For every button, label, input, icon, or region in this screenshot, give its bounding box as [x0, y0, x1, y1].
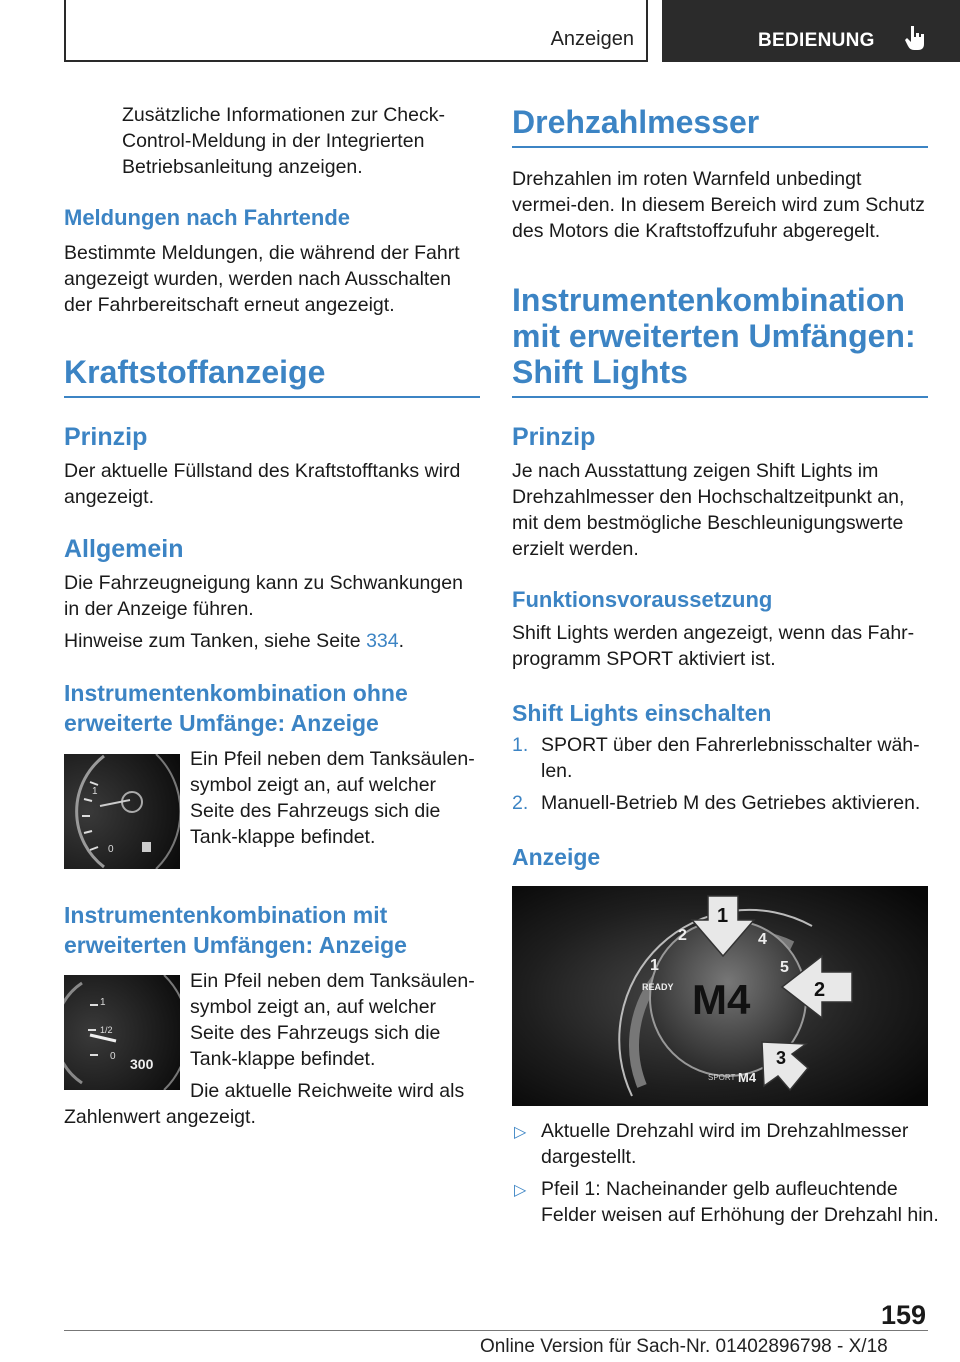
anzeige-heading: Anzeige: [512, 844, 601, 870]
fuel-gauge-extended-graphic: [64, 975, 180, 1090]
bullet-text: Aktuelle Drehzahl wird im Drehzahlmesser: [541, 1120, 909, 1142]
bullet-text: Pfeil 1: Nacheinander gelb aufleuchtende: [541, 1178, 898, 1200]
bullet-marker: ▷: [514, 1124, 527, 1141]
ohne-text: Ein Pfeil neben dem Tanksäulen-symbol zeigt an, auf welcher Seite des Fahrzeugs sich die Tank-klappe befindet.: [190, 748, 475, 848]
funktion-text: Shift Lights werden angezeigt, wenn das Fahr-programm SPORT aktiviert ist.: [512, 622, 915, 670]
gauge-tick-0: 0: [108, 844, 114, 855]
mit-text: Ein Pfeil neben dem Tanksäulen-symbol zeigt an, auf welcher Seite des Fahrzeugs sich die Tank-klappe befindet.: [190, 970, 475, 1070]
meldungen-text: Bestimmte Meldungen, die während der Fahrt angezeigt wurden, werden nach Ausschalten der Fahrbereitschaft erneut angezeigt.: [64, 242, 460, 316]
scale-1: 1: [650, 957, 659, 974]
intro-text: Zusätzliche Informationen zur Check-Control-Meldung in der Integrierten Betriebsanleitung anzeigen.: [122, 104, 445, 178]
page-number: 159: [880, 1300, 926, 1330]
ohne-heading-line1: Instrumentenkombination ohne: [64, 680, 408, 706]
mit-heading-line1: Instrumentenkombination mit: [64, 902, 388, 928]
header-section-label: Anzeigen: [550, 28, 634, 50]
allgemein-text: Die Fahrzeugneigung kann zu Schwankungen in der Anzeige führen.: [64, 572, 463, 620]
einschalten-heading: Shift Lights einschalten: [512, 700, 772, 726]
mit-heading-line2: erweiterten Umfängen: Anzeige: [64, 932, 407, 958]
gauge-tick-full: 1: [100, 997, 106, 1008]
step-text: SPORT über den Fahrerlebnisschalter wäh-: [541, 734, 920, 756]
shift-heading-line3: Shift Lights: [512, 354, 688, 390]
prinzip-heading-right: Prinzip: [512, 423, 596, 451]
gauge-tick-half: 1/2: [100, 1025, 113, 1035]
arrow-1-label: 1: [717, 905, 729, 927]
funktion-heading: Funktionsvoraussetzung: [512, 587, 773, 612]
step-text-cont: len.: [541, 760, 573, 782]
kraftstoff-rule: [64, 396, 480, 398]
hand-pointer-icon: [902, 24, 928, 52]
bullet-text-cont: dargestellt.: [541, 1146, 637, 1168]
step-number: 2.: [512, 792, 529, 814]
footer-online-version: Online Version für Sach-Nr. 01402896798 - X/18: [480, 1336, 888, 1357]
drehzahl-heading: Drehzahlmesser: [512, 104, 760, 140]
meldungen-heading: Meldungen nach Fahrtende: [64, 205, 351, 230]
scale-2: 2: [678, 927, 687, 944]
scale-5: 5: [780, 959, 789, 976]
gauge-tick-empty: 0: [110, 1051, 116, 1062]
drehzahl-text: Drehzahlen im roten Warnfeld unbedingt vermei-den. In diesem Bereich wird zum Schutz des Motors die Kraftstoffzufuhr abgeregelt.: [512, 168, 925, 242]
header-chapter-label: BEDIENUNG: [758, 30, 875, 51]
page-link-334[interactable]: 334: [366, 630, 399, 652]
ready-label: READY: [642, 982, 674, 992]
gear-indicator: M4: [692, 976, 751, 1023]
step-text: Manuell-Betrieb M des Getriebes aktivieren.: [541, 792, 921, 814]
ohne-heading-line2: erweiterte Umfänge: Anzeige: [64, 710, 379, 736]
prinzip-text-left: Der aktuelle Füllstand des Kraftstofftanks wird angezeigt.: [64, 460, 461, 508]
bullet-marker: ▷: [514, 1182, 527, 1199]
header-chapter-tab: [662, 0, 960, 62]
reichweite-line1: Die aktuelle Reichweite wird als: [190, 1080, 465, 1102]
fuel-gauge-basic-graphic: [64, 754, 180, 869]
bullet-text-cont: Felder weisen auf Erhöhung der Drehzahl hin.: [541, 1204, 939, 1226]
hinweis-text: Hinweise zum Tanken, siehe Seite 334.: [64, 630, 405, 652]
fuel-gauge-image-extended: [64, 975, 180, 1090]
scale-4: 4: [758, 931, 767, 948]
range-value: 300: [130, 1056, 154, 1072]
shift-lights-image: [512, 886, 928, 1106]
arrow-2-label: 2: [814, 979, 826, 1001]
prinzip-text-right: Je nach Ausstattung zeigen Shift Lights im Drehzahlmesser den Hochschaltzeitpunkt an, mit dem bestmögliche Beschleunigungswerte erzielt werden.: [512, 460, 905, 560]
shift-rule: [512, 396, 928, 398]
shift-heading-line2: mit erweiterten Umfängen:: [512, 318, 916, 354]
shift-lights-graphic: [512, 886, 928, 1106]
arrow-3-label: 3: [776, 1048, 787, 1068]
sport-label: SPORT: [708, 1073, 736, 1082]
sport-gear: M4: [738, 1070, 757, 1085]
drehzahl-rule: [512, 146, 928, 148]
header-section-tab: [64, 0, 648, 62]
allgemein-heading: Allgemein: [64, 535, 184, 563]
kraftstoff-heading: Kraftstoffanzeige: [64, 354, 326, 390]
shift-heading-line1: Instrumentenkombination: [512, 282, 905, 318]
footer-rule: [64, 1330, 928, 1331]
fuel-gauge-image-basic: [64, 754, 180, 869]
reichweite-line2: Zahlenwert angezeigt.: [64, 1106, 256, 1128]
gauge-tick-1: 1: [92, 786, 98, 797]
prinzip-heading-left: Prinzip: [64, 423, 148, 451]
step-number: 1.: [512, 734, 529, 756]
